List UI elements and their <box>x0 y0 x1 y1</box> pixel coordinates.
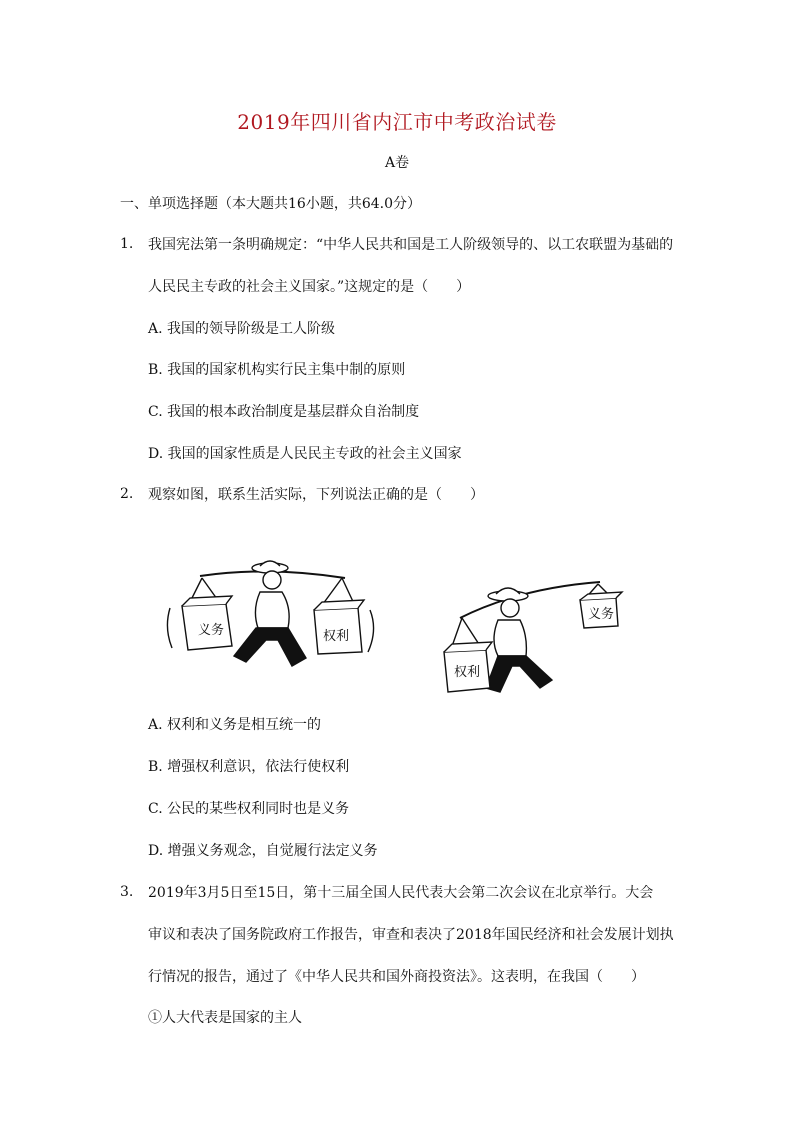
question-3-text-line-3: 行情况的报告，通过了《中华人民共和国外商投资法》。这表明，在我国（ ） <box>148 969 645 985</box>
question-3-text-line-2: 审议和表决了国务院政府工作报告，审查和表决了2018年国民经济和社会发展计划执 <box>148 927 674 943</box>
question-3-text-line-1: 2019年3月5日至15日，第十三届全国人民代表大会第二次会议在北京举行。大会 <box>148 885 654 901</box>
right-box-1-label: 权利 <box>454 665 481 680</box>
left-carrier-illustration <box>167 561 373 666</box>
right-box-2-label: 义务 <box>588 607 615 622</box>
cartoon-figure <box>160 548 630 708</box>
question-1-option-a: A. 我国的领导阶级是工人阶级 <box>148 321 336 337</box>
left-box-2-label: 权利 <box>323 629 350 644</box>
question-2-option-c: C. 公民的某些权利同时也是义务 <box>148 801 350 817</box>
section-heading: 一、单项选择题（本大题共16小题，共64.0分） <box>120 196 421 212</box>
page-title: 2019年四川省内江市中考政治试卷 <box>237 110 557 134</box>
question-2-option-d: D. 增强义务观念，自觉履行法定义务 <box>148 843 378 859</box>
question-2-option-b: B. 增强权利意识，依法行使权利 <box>148 759 350 775</box>
question-2-option-a: A. 权利和义务是相互统一的 <box>148 717 322 733</box>
question-3-item-1: ①人大代表是国家的主人 <box>148 1010 302 1026</box>
question-2-number: 2. <box>120 486 134 502</box>
question-1-number: 1. <box>120 236 134 252</box>
question-1-text-line-2: 人民民主专政的社会主义国家。”这规定的是（ ） <box>148 279 471 295</box>
question-1-option-d: D. 我国的国家性质是人民民主专政的社会主义国家 <box>148 446 462 462</box>
question-1-text-line-1: 我国宪法第一条明确规定：“中华人民共和国是工人阶级领导的、以工农联盟为基础的 <box>148 237 674 253</box>
question-3-number: 3. <box>120 884 134 900</box>
left-box-1-label: 义务 <box>198 623 225 638</box>
question-2-text-line-1: 观察如图，联系生活实际，下列说法正确的是（ ） <box>148 487 484 503</box>
question-1-option-b: B. 我国的国家机构实行民主集中制的原则 <box>148 362 406 378</box>
question-1-option-c: C. 我国的根本政治制度是基层群众自治制度 <box>148 404 420 420</box>
page-subtitle: A卷 <box>384 155 410 171</box>
